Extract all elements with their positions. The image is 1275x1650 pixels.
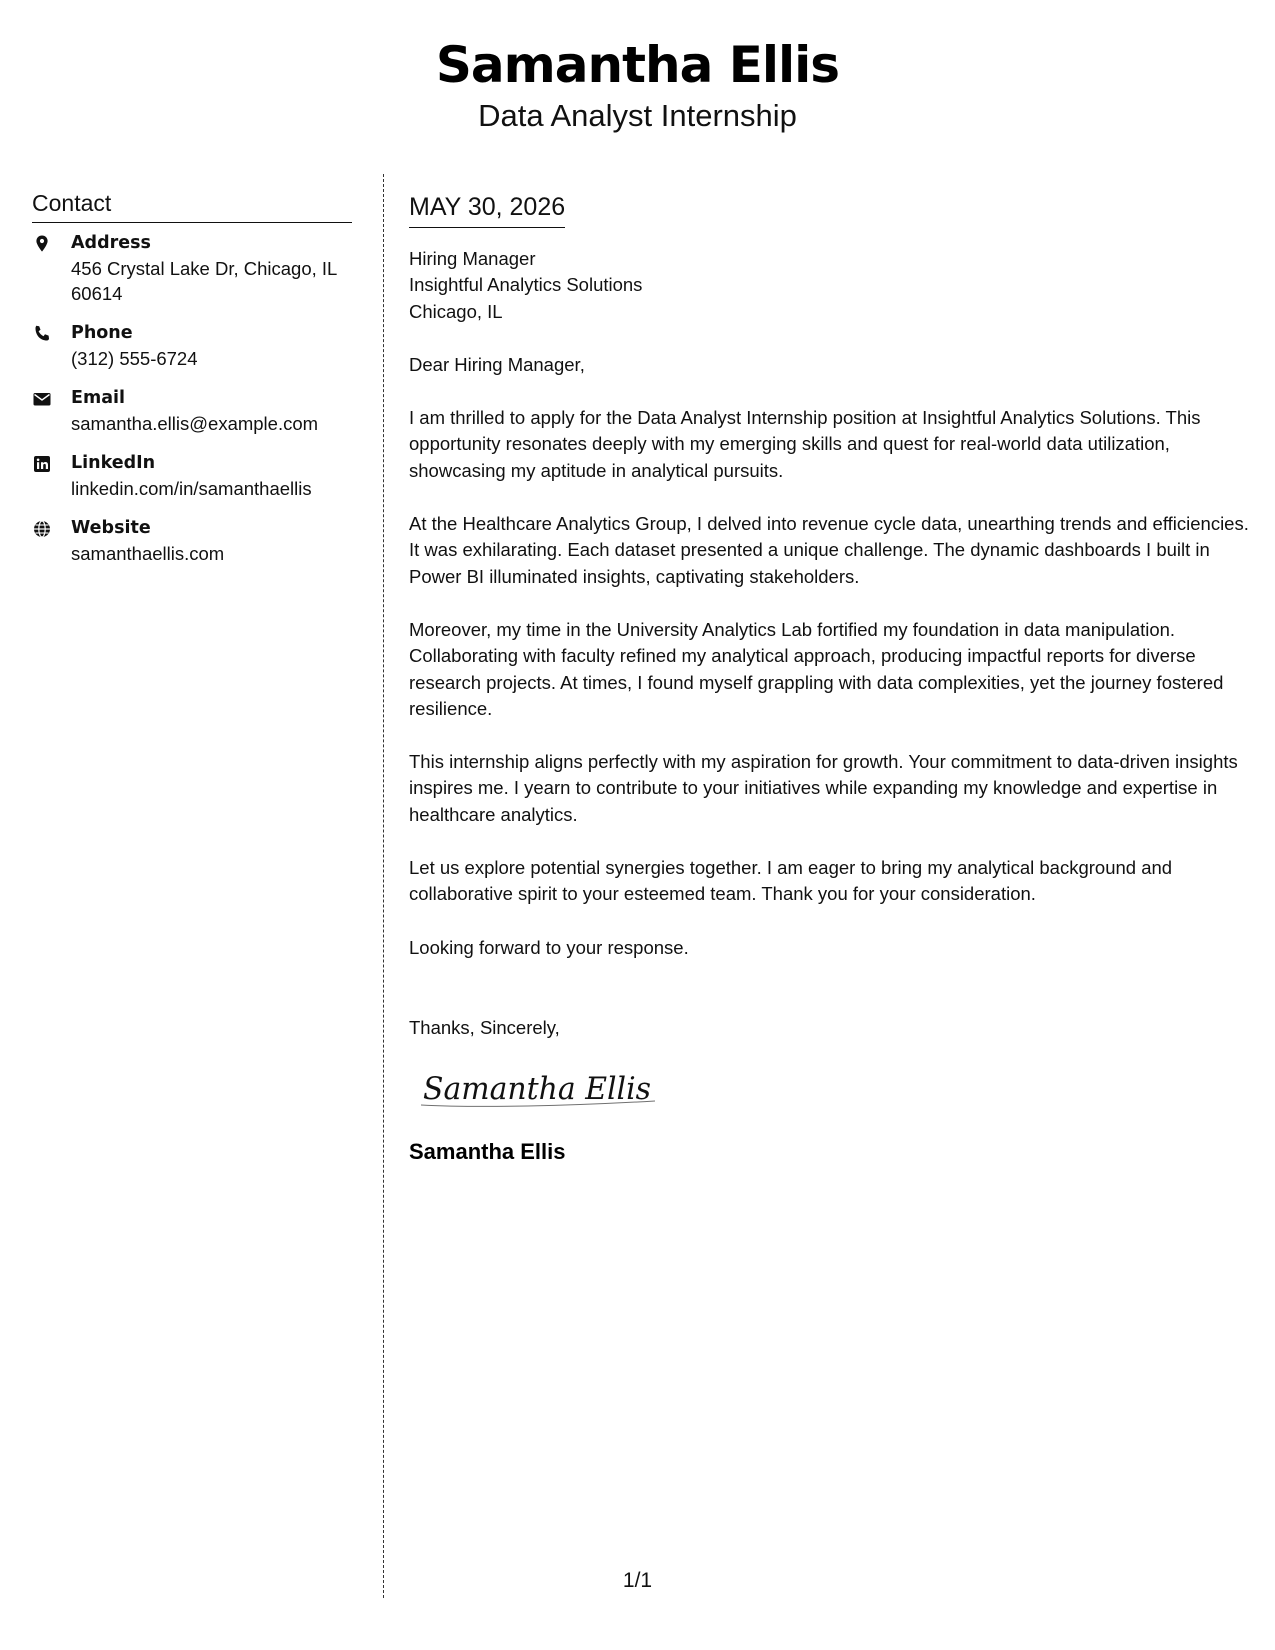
letter-body	[409, 190, 1249, 1167]
paragraph: Looking forward to your response.	[409, 936, 689, 958]
address-value: 456 Crystal Lake Dr, Chicago, IL 60614	[71, 258, 337, 304]
contact-label: Phone	[71, 323, 133, 343]
signed-name: Samantha Ellis	[409, 1139, 566, 1165]
signature-text: Samantha Ellis	[423, 1071, 651, 1108]
paragraph: I am thrilled to apply for the Data Analyst Internship position at Insightful Analytics Solutions. This opportunity resonates deeply with my emerging skills and quest for real-world data utilization, showcasing my aptitude in analytical pursuits.	[409, 407, 1201, 481]
letter-date: MAY 30, 2026	[409, 190, 565, 228]
linkedin-icon	[32, 454, 52, 474]
applicant-name: Samantha Ellis	[435, 36, 840, 94]
recipient-block	[409, 246, 1249, 325]
contact-item-address	[32, 231, 352, 306]
phone-value: (312) 555-6724	[71, 348, 198, 369]
contact-item-website	[32, 516, 352, 566]
envelope-icon	[32, 389, 52, 409]
contact-item-linkedin	[32, 451, 352, 501]
contact-item-email	[32, 386, 352, 436]
closing: Thanks, Sincerely,	[409, 1016, 560, 1038]
paragraph: Let us explore potential synergies together. I am eager to bring my analytical background and collaborative spirit to your esteemed team. Thank you for your consideration.	[409, 857, 1173, 905]
map-pin-icon	[32, 234, 52, 254]
column-divider	[383, 174, 384, 1598]
contact-sidebar	[32, 188, 352, 581]
recipient-company: Insightful Analytics Solutions	[409, 274, 643, 296]
letter-header	[0, 34, 1275, 136]
linkedin-value: linkedin.com/in/samanthaellis	[71, 478, 312, 499]
handwritten-signature	[419, 1065, 659, 1111]
email-value: samantha.ellis@example.com	[71, 413, 319, 434]
paragraph: This internship aligns perfectly with my aspiration for growth. Your commitment to data-driven insights inspires me. I yearn to contribute to your initiatives while expanding my knowledge and expertise in healthcare analytics.	[409, 751, 1238, 825]
recipient-location: Chicago, IL	[409, 300, 503, 322]
recipient-title: Hiring Manager	[409, 248, 536, 269]
paragraph: At the Healthcare Analytics Group, I delved into revenue cycle data, unearthing trends and efficiencies. It was exhilarating. Each dataset presented a unique challenge. The dynamic dashboards I built in Power BI illuminated insights, captivating stakeholders.	[409, 513, 1249, 587]
contact-item-phone	[32, 321, 352, 371]
contact-label: Email	[71, 388, 125, 408]
website-value: samanthaellis.com	[71, 543, 225, 564]
contact-label: Website	[71, 518, 151, 538]
contact-list	[32, 231, 352, 566]
greeting: Dear Hiring Manager,	[409, 353, 585, 375]
globe-icon	[32, 519, 52, 539]
paragraph: Moreover, my time in the University Analytics Lab fortified my foundation in data manipulation. Collaborating with faculty refined my analytical approach, producing impactful reports for diverse research projects. At times, I found myself grappling with data complexities, yet the journey fostered resilience.	[409, 618, 1224, 719]
phone-icon	[32, 324, 52, 344]
page-number: 1/1	[622, 1569, 653, 1592]
job-title: Data Analyst Internship	[478, 98, 797, 133]
contact-label: LinkedIn	[71, 453, 156, 473]
contact-label: Address	[71, 233, 151, 253]
contact-heading: Contact	[32, 188, 352, 223]
